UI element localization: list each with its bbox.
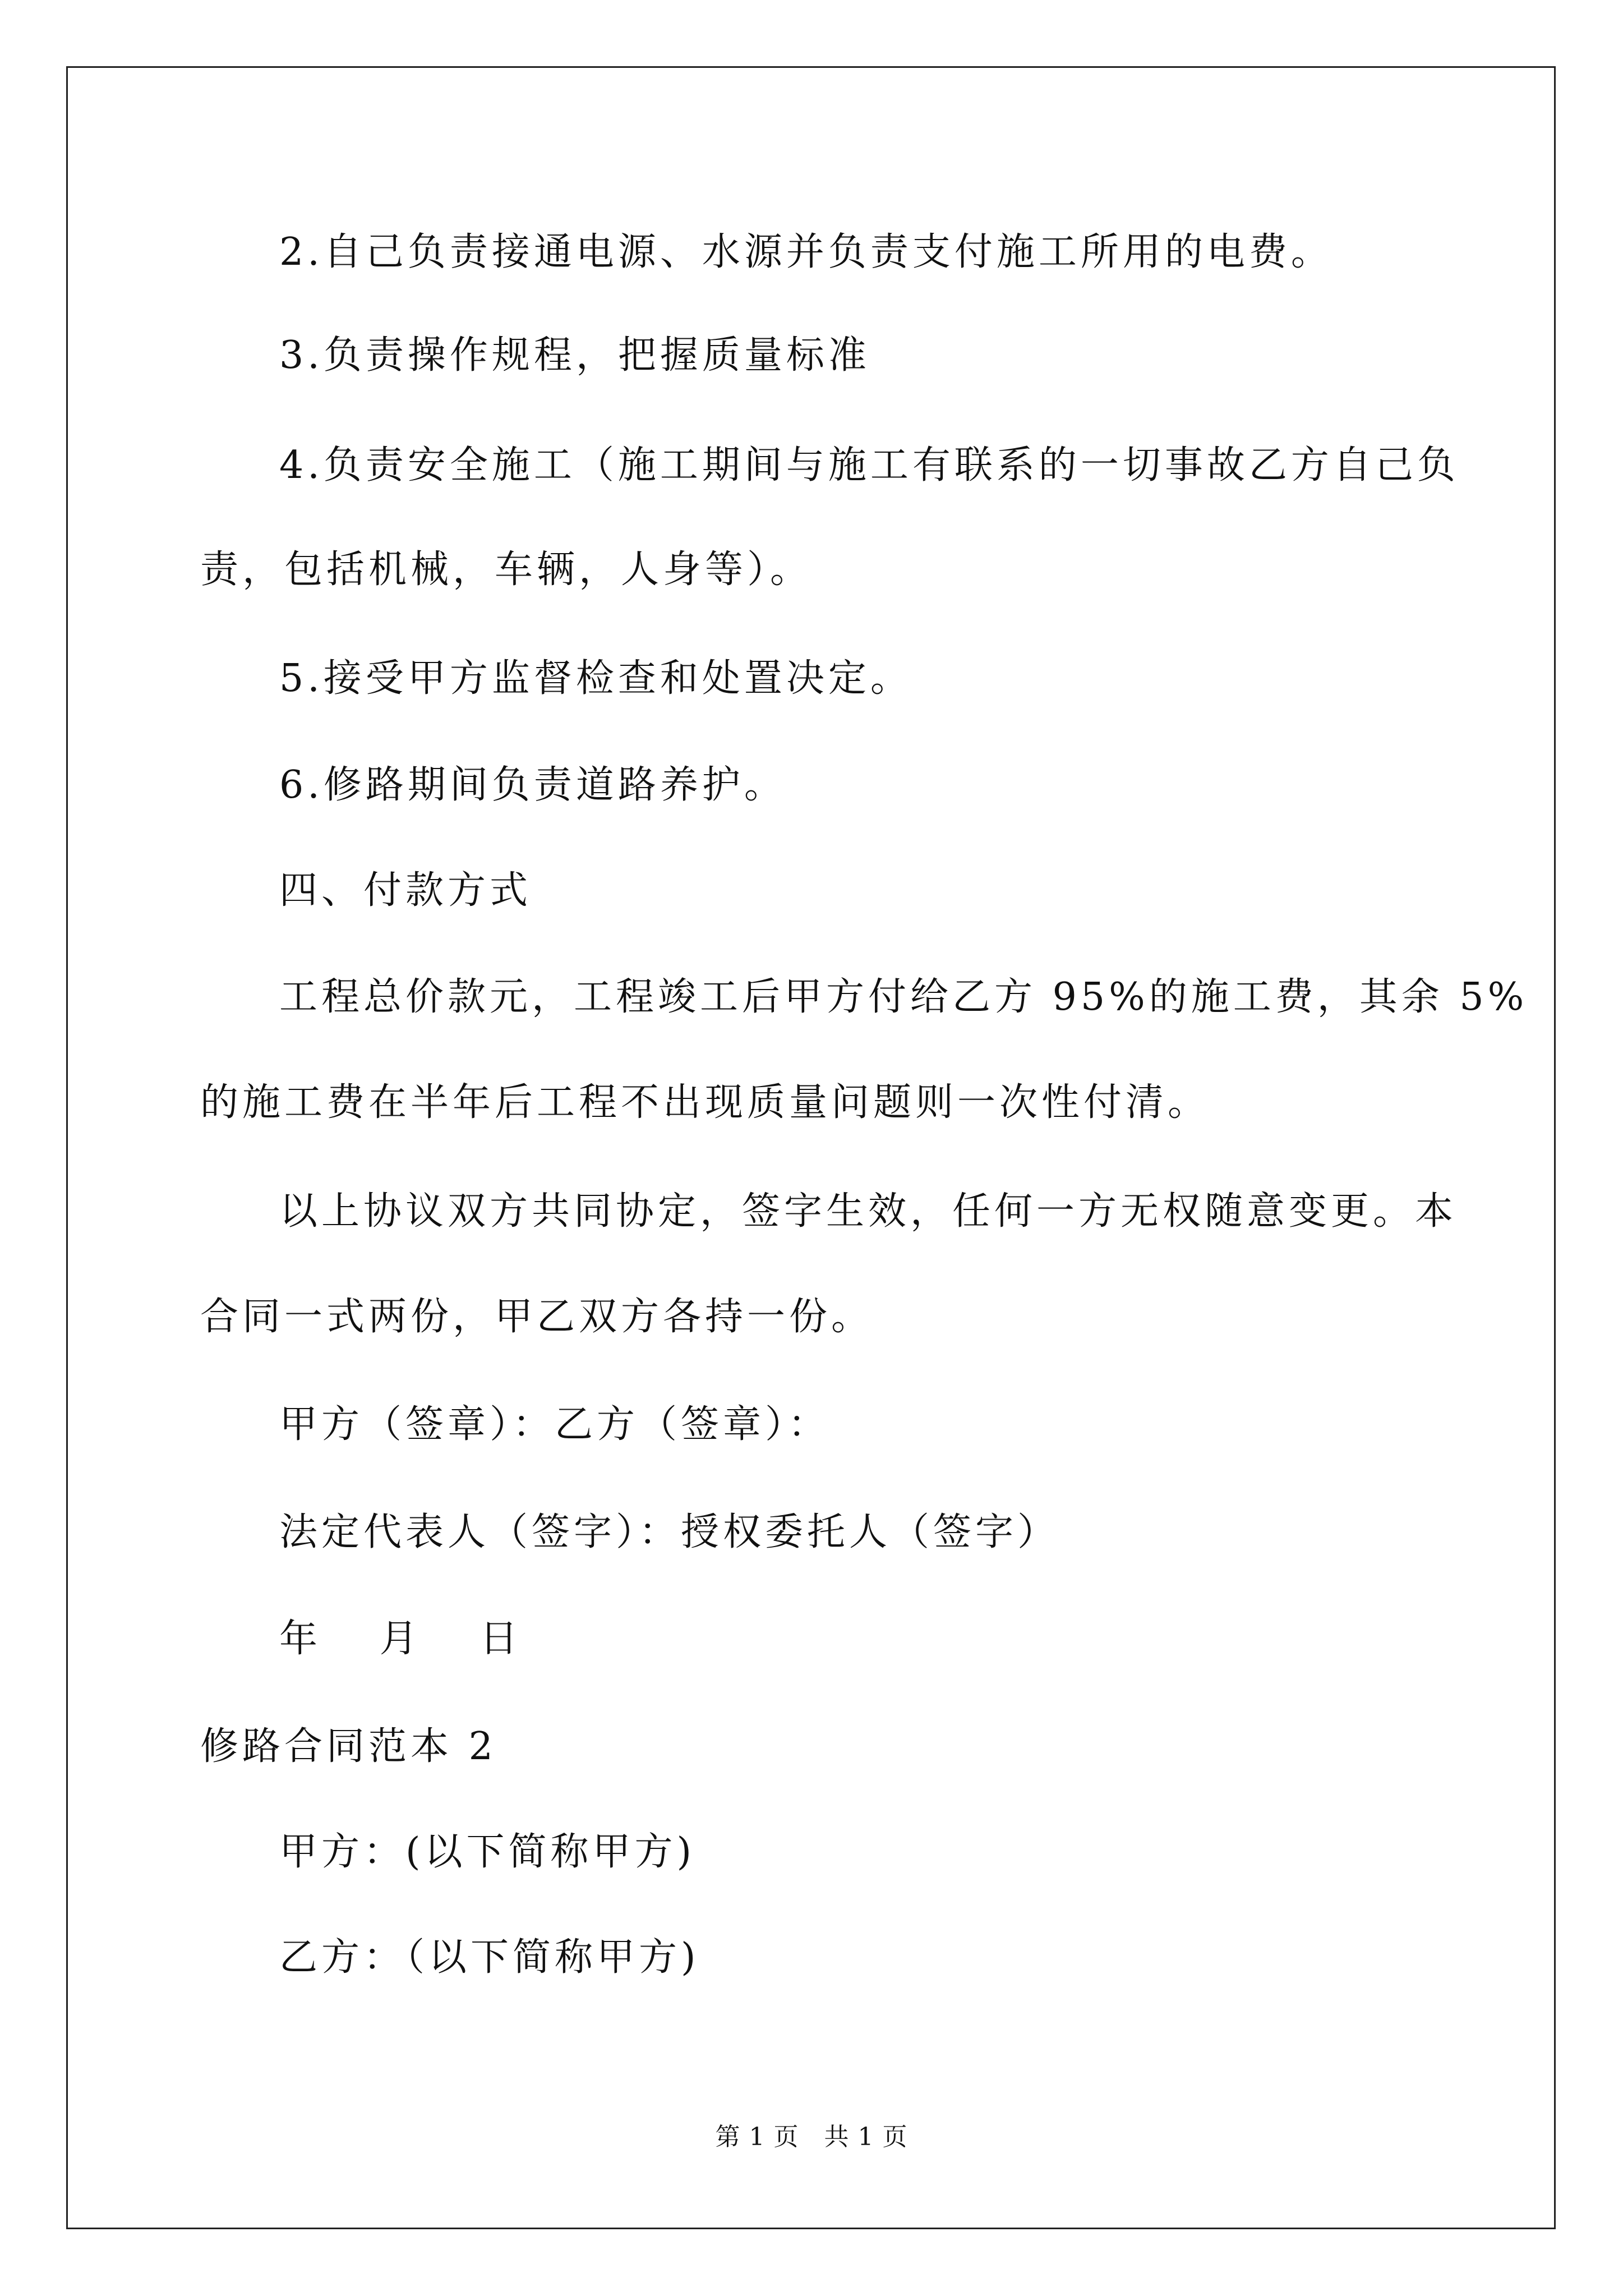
- party-b-line: 乙方：（以下简称甲方): [279, 1935, 700, 1980]
- clause-3: 3.负责操作规程，把握质量标准: [279, 333, 870, 378]
- agreement-line-2: 合同一式两份，甲乙双方各持一份。: [200, 1295, 874, 1339]
- payment-line-1: 工程总价款元，工程竣工后甲方付给乙方 95%的施工费，其余 5%: [279, 975, 1528, 1019]
- signature-representatives: 法定代表人（签字）：授权委托人（签字）: [279, 1510, 1060, 1554]
- clause-4-line-1: 4.负责安全施工（施工期间与施工有联系的一切事故乙方自己负: [279, 443, 1459, 487]
- clause-2: 2.自己负责接通电源、水源并负责支付施工所用的电费。: [279, 230, 1333, 274]
- agreement-line-1: 以上协议双方共同协定，签字生效，任何一方无权随意变更。本: [279, 1189, 1458, 1234]
- clause-4-line-2: 责，包括机械，车辆，人身等）。: [200, 547, 813, 592]
- section-heading-payment: 四、付款方式: [279, 868, 532, 913]
- party-a-line: 甲方：(以下简称甲方): [279, 1830, 696, 1874]
- date-line: 年 月 日: [279, 1617, 522, 1661]
- clause-5: 5.接受甲方监督检查和处置决定。: [279, 656, 912, 701]
- payment-line-2: 的施工费在半年后工程不出现质量问题则一次性付清。: [200, 1080, 1210, 1125]
- signature-parties: 甲方（签章）：乙方（签章）：: [279, 1402, 831, 1447]
- clause-6: 6.修路期间负责道路养护。: [279, 763, 786, 807]
- page-footer: 第 1 页 共 1 页: [715, 2123, 908, 2151]
- page-border: [66, 66, 1556, 2229]
- contract-title-2: 修路合同范本 2: [200, 1724, 497, 1769]
